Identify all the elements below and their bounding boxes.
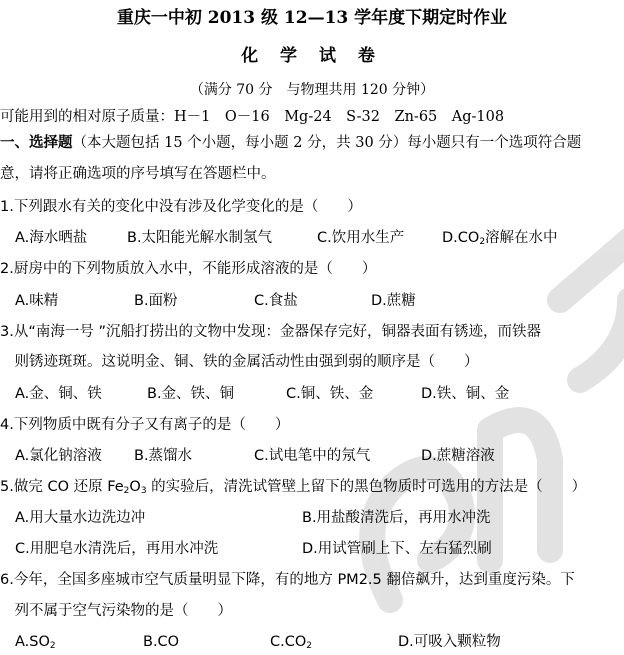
q2-option-d: D.蔗糖 [371,293,416,309]
exam-title: 重庆一中初 2013 级 12—13 学年度下期定时作业 [116,8,508,28]
q2-option-b: B.面粉 [134,293,178,309]
question-1: 1.下列跟水有关的变化中没有涉及化学变化的是（ ） [0,199,362,215]
q6-option-a: $A.SO_2$ [15,634,56,651]
section-text-1: （本大题包括 15 个小题，每小题 2 分，共 30 分）每小题只有一个选项符合题 [72,135,582,151]
q1-option-b: B.太阳能光解水制氢气 [127,230,273,246]
q5-option-c: C.用肥皂水清洗后，再用水冲洗 [15,541,219,557]
section-text-2: 意，请将正确选项的序号填写在答题栏中。 [0,166,276,182]
q4-option-b: B.蒸馏水 [134,448,193,464]
q4-option-c: C.试电笔中的氖气 [254,448,371,464]
atomic-masses: 可能用到的相对原子质量：H－1 O－16 Mg-24 S-32 Zn-65 Ag-108 [0,109,505,125]
q3-option-c: C.铜、铁、金 [286,386,374,402]
q4-option-d: D.蔗糖溶液 [421,448,495,464]
q6-option-d: D.可吸入颗粒物 [398,634,501,650]
q5-option-a: A.用大量水边洗边冲 [15,510,146,526]
q6-option-b: B.CO [143,634,180,650]
q1-option-d: $D.CO_2$溶解在水中 [442,230,558,247]
q4-option-a: A.氯化钠溶液 [15,448,102,464]
q3-option-a: A.金、铜、铁 [15,386,102,402]
q2-option-c: C.食盐 [254,293,298,309]
section-intro-line1 [0,134,581,152]
q3-option-d: D.铁、铜、金 [421,386,510,402]
q1-option-c: C.饮用水生产 [317,230,405,246]
q3-option-b: B.金、铁、铜 [147,386,235,402]
question-3-line2: 则锈迹斑斑。这说明金、铜、铁的金属活动性由强到弱的顺序是（ ） [0,354,479,370]
q2-option-a: A.味精 [15,293,59,309]
question-2: 2.厨房中的下列物质放入水中，不能形成溶液的是（ ） [0,261,377,277]
exam-note: （满分 70 分 与物理共用 120 分钟） [189,82,435,98]
question-5: 5.做完 CO 还原 $Fe_2O_3$ 的实验后，清洗试管壁上留下的黑色物质时可选用的方法是（ ） [0,479,587,496]
q5-option-b: B.用盐酸清洗后，再用水冲洗 [302,510,491,526]
question-3-line1: 3.从“南海一号 ”沉船打捞出的文物中发现：金器保存完好，铜器表面有锈迹，而铁器 [0,324,541,340]
question-6-line1: 6.今年，全国多座城市空气质量明显下降，有的地方 PM2.5 翻倍飙升，达到重度污染。下 [0,572,575,588]
q6-option-c: $C.CO_2$ [270,634,313,651]
section-heading: 一、选择题 [0,134,73,151]
question-6-line2: 列不属于空气污染物的是（ ） [0,603,232,619]
exam-subtitle: 化 学 试 卷 [241,46,383,66]
q1-option-a: A.海水晒盐 [15,230,88,246]
question-4: 4.下列物质中既有分子又有离子的是（ ） [0,417,290,433]
q5-option-d: D.用试管刷上下、左右猛烈刷 [302,541,492,557]
